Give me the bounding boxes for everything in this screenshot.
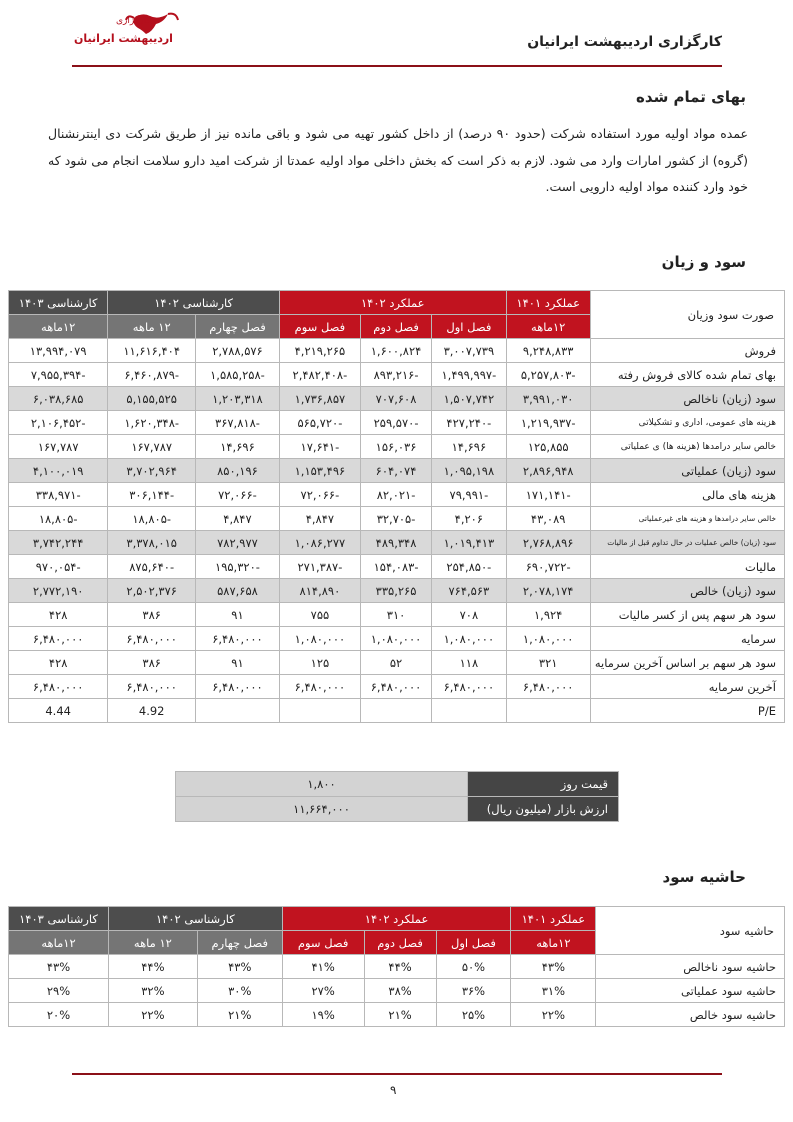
header-divider <box>72 65 722 67</box>
table-cell: ۱۶۷,۷۸۷ <box>9 435 108 459</box>
table-row <box>9 411 785 435</box>
table-row <box>9 1003 785 1027</box>
table-cell: -۷۲,۰۶۶ <box>279 483 360 507</box>
table-cell: ۹۱ <box>196 603 280 627</box>
table-cell: ۴۳% <box>197 955 282 979</box>
row-label: حاشیه سود عملیاتی <box>596 979 785 1003</box>
table-cell: ۶,۴۸۰,۰۰۰ <box>432 675 506 699</box>
row-label: خالص سایر درامدها و هزینه های غیرعملیاتی <box>590 507 784 531</box>
table-cell: ۷۶۴,۵۶۳ <box>432 579 506 603</box>
logo-text-top: کارگزاری <box>116 16 151 26</box>
sub-header: فصل دوم <box>364 931 436 955</box>
table-cell: ۱,۰۸۰,۰۰۰ <box>279 627 360 651</box>
table-cell: -۱۹۵,۳۲۰ <box>196 555 280 579</box>
table-cell: ۳۲۱ <box>506 651 590 675</box>
table-cell: -۲۵۹,۵۷۰ <box>360 411 431 435</box>
table-cell: ۶,۴۸۰,۰۰۰ <box>108 675 196 699</box>
table-cell: ۲۷% <box>282 979 364 1003</box>
group-header: کارشناسی ۱۴۰۲ <box>108 907 282 931</box>
table-cell: ۴۲۸ <box>9 651 108 675</box>
table-cell: ۲۲% <box>108 1003 197 1027</box>
group-header: عملکرد ۱۴۰۱ <box>511 907 596 931</box>
table-cell: ۳۸۶ <box>108 603 196 627</box>
table-cell: ۹,۲۴۸,۸۳۳ <box>506 339 590 363</box>
table-cell <box>196 699 280 723</box>
row-label: هزینه های مالی <box>590 483 784 507</box>
table-cell: ۳۸% <box>364 979 436 1003</box>
group-header: کارشناسی ۱۴۰۳ <box>9 291 108 315</box>
table-row <box>9 435 785 459</box>
table-cell: 4.92 <box>108 699 196 723</box>
table-cell: -۳۲,۷۰۵ <box>360 507 431 531</box>
table-cell: -۹۷۰,۰۵۴ <box>9 555 108 579</box>
table-cell: -۲۷۱,۳۸۷ <box>279 555 360 579</box>
table-corner-label: صورت سود وزیان <box>590 291 784 339</box>
table-cell: ۶,۴۸۰,۰۰۰ <box>196 627 280 651</box>
table-cell: ۶,۴۸۰,۰۰۰ <box>9 627 108 651</box>
table-cell: ۱۲۵ <box>279 651 360 675</box>
table-cell: ۲,۰۷۸,۱۷۴ <box>506 579 590 603</box>
table-cell: ۲,۵۰۲,۳۷۶ <box>108 579 196 603</box>
table-cell: ۹۱ <box>196 651 280 675</box>
table-row <box>9 387 785 411</box>
table-row <box>9 979 785 1003</box>
table-row <box>9 699 785 723</box>
table-cell: ۳۱۰ <box>360 603 431 627</box>
row-label: هزینه های عمومی، اداری و تشکیلاتی <box>590 411 784 435</box>
sub-header: ۱۲ماهه <box>9 931 109 955</box>
table-cell: ۴,۲۰۶ <box>432 507 506 531</box>
table-cell: ۴۳,۰۸۹ <box>506 507 590 531</box>
row-label: سود (زیان) خالص <box>590 579 784 603</box>
table-cell: ۷۸۲,۹۷۷ <box>196 531 280 555</box>
table-cell <box>506 699 590 723</box>
table-cell: ۸۵۰,۱۹۶ <box>196 459 280 483</box>
table-cell: ۶۰۴,۰۷۴ <box>360 459 431 483</box>
table-cell: -۵۶۵,۷۲۰ <box>279 411 360 435</box>
table-cell: ۶,۴۸۰,۰۰۰ <box>360 675 431 699</box>
table-cell: ۲,۷۸۸,۵۷۶ <box>196 339 280 363</box>
table-cell: 4.44 <box>9 699 108 723</box>
sub-header: فصل سوم <box>282 931 364 955</box>
table-cell: ۱۴,۶۹۶ <box>432 435 506 459</box>
row-label: مالیات <box>590 555 784 579</box>
table-row <box>176 797 619 822</box>
table-cell: ۳,۳۷۸,۰۱۵ <box>108 531 196 555</box>
table-cell: ۴,۸۴۷ <box>279 507 360 531</box>
sub-header: فصل چهارم <box>197 931 282 955</box>
table-cell: ۲۱% <box>364 1003 436 1027</box>
table-cell: -۳۳۸,۹۷۱ <box>9 483 108 507</box>
table-cell: ۴,۲۱۹,۲۶۵ <box>279 339 360 363</box>
table-cell: -۲,۴۸۲,۴۰۸ <box>279 363 360 387</box>
table-cell: ۶,۰۳۸,۶۸۵ <box>9 387 108 411</box>
table-cell: ۴,۸۴۷ <box>196 507 280 531</box>
table-cell: ۲,۷۷۲,۱۹۰ <box>9 579 108 603</box>
row-label: سود (زیان) خالص عملیات در حال تداوم قبل از مالیات <box>590 531 784 555</box>
table-cell: ۶,۴۸۰,۰۰۰ <box>9 675 108 699</box>
table-cell: ۲,۷۶۸,۸۹۶ <box>506 531 590 555</box>
table-cell: -۳۶۷,۸۱۸ <box>196 411 280 435</box>
table-cell: -۱,۶۲۰,۳۴۸ <box>108 411 196 435</box>
profit-margin-body <box>9 955 785 1027</box>
income-statement-body <box>9 339 785 723</box>
table-cell: ۱۹% <box>282 1003 364 1027</box>
table-row <box>9 363 785 387</box>
table-cell: ۲۰% <box>9 1003 109 1027</box>
market-value-label: ارزش بازار (میلیون ریال) <box>468 797 619 822</box>
market-price-table <box>175 771 619 822</box>
table-cell: ۱,۰۹۵,۱۹۸ <box>432 459 506 483</box>
row-label: بهای تمام شده کالای فروش رفته <box>590 363 784 387</box>
sub-header: ۱۲ ماهه <box>108 315 196 339</box>
table-cell: ۵۸۷,۶۵۸ <box>196 579 280 603</box>
table-cell: ۲۵% <box>436 1003 511 1027</box>
table-cell: ۱,۹۲۴ <box>506 603 590 627</box>
table-cell: ۱,۰۱۹,۴۱۳ <box>432 531 506 555</box>
table-cell: ۱۶۷,۷۸۷ <box>108 435 196 459</box>
table-cell: ۵۰% <box>436 955 511 979</box>
table-cell: ۱۲۵,۸۵۵ <box>506 435 590 459</box>
sub-header: ۱۲ماهه <box>506 315 590 339</box>
table-cell: ۴۲۸ <box>9 603 108 627</box>
table-row <box>9 955 785 979</box>
sub-header: فصل چهارم <box>196 315 280 339</box>
sub-header: ۱۲ماهه <box>511 931 596 955</box>
profit-margin-table <box>8 906 785 1027</box>
cost-section-title: بهای تمام شده <box>636 88 746 106</box>
sub-header: فصل اول <box>436 931 511 955</box>
table-row <box>9 603 785 627</box>
table-cell: -۶,۴۶۰,۸۷۹ <box>108 363 196 387</box>
group-header: عملکرد ۱۴۰۱ <box>506 291 590 315</box>
table-cell: ۱,۲۰۳,۳۱۸ <box>196 387 280 411</box>
table-cell: -۱۵۴,۰۸۳ <box>360 555 431 579</box>
table-cell: ۳۸۶ <box>108 651 196 675</box>
table-cell <box>279 699 360 723</box>
table-cell: ۲,۸۹۶,۹۴۸ <box>506 459 590 483</box>
table-cell: ۱۳,۹۹۴,۰۷۹ <box>9 339 108 363</box>
table-cell: ۴۴% <box>364 955 436 979</box>
page-number: ۹ <box>390 1083 397 1097</box>
table-cell: ۳۳۵,۲۶۵ <box>360 579 431 603</box>
table-row <box>9 627 785 651</box>
table-row <box>9 675 785 699</box>
table-row <box>9 651 785 675</box>
table-row <box>9 339 785 363</box>
pl-section-title: سود و زیان <box>661 253 746 271</box>
table-cell: ۳۰% <box>197 979 282 1003</box>
table-cell: ۳,۹۹۱,۰۳۰ <box>506 387 590 411</box>
table-cell: ۴۱% <box>282 955 364 979</box>
header-title: کارگزاری اردیبهشت ایرانیان <box>527 34 722 50</box>
table-cell: ۶,۴۸۰,۰۰۰ <box>506 675 590 699</box>
group-header: عملکرد ۱۴۰۲ <box>279 291 506 315</box>
table-cell: ۱۴,۶۹۶ <box>196 435 280 459</box>
row-label: سود (زیان) عملیاتی <box>590 459 784 483</box>
table-cell <box>432 699 506 723</box>
table-row <box>9 507 785 531</box>
sub-header: فصل سوم <box>279 315 360 339</box>
table-cell: ۲۲% <box>511 1003 596 1027</box>
table-row <box>9 579 785 603</box>
table-cell: ۱,۰۸۶,۲۷۷ <box>279 531 360 555</box>
row-label: P/E <box>590 699 784 723</box>
table-cell: ۴۳% <box>511 955 596 979</box>
table-cell: -۱۸,۸۰۵ <box>9 507 108 531</box>
table-cell: ۳,۰۰۷,۷۳۹ <box>432 339 506 363</box>
table-cell: -۸۷۵,۶۴۰ <box>108 555 196 579</box>
table-cell: -۷,۹۵۵,۳۹۴ <box>9 363 108 387</box>
row-label: حاشیه سود خالص <box>596 1003 785 1027</box>
sub-header: ۱۲ماهه <box>9 315 108 339</box>
table-row <box>9 531 785 555</box>
table-row <box>176 772 619 797</box>
market-value-value: ۱۱,۶۶۴,۰۰۰ <box>176 797 468 822</box>
table-cell: ۶,۴۸۰,۰۰۰ <box>196 675 280 699</box>
table-cell: -۱,۴۹۹,۹۹۷ <box>432 363 506 387</box>
row-label: خالص سایر درامدها (هزینه ها) ی عملیاتی <box>590 435 784 459</box>
table-cell: ۴,۱۰۰,۰۱۹ <box>9 459 108 483</box>
table-cell: ۲۹% <box>9 979 109 1003</box>
cost-paragraph: عمده مواد اولیه مورد استفاده شرکت (حدود ۹۰ درصد) از داخل کشور تهیه می شود و باقی مانده نیز از طریق شرکت دی اینترنشنال (گروه) از کشور امارات وارد می شود. لازم به ذکر است که بخش داخلی مواد اولیه عمدتا از شرکت امید دارو سلامت انجام می شود که خود وارد کننده مواد اولیه دارویی است. <box>48 126 748 194</box>
sub-header: فصل دوم <box>360 315 431 339</box>
table-cell: ۸۱۴,۸۹۰ <box>279 579 360 603</box>
table-cell: -۱۷۱,۱۴۱ <box>506 483 590 507</box>
group-header: کارشناسی ۱۴۰۳ <box>9 907 109 931</box>
table-row <box>9 555 785 579</box>
row-label: فروش <box>590 339 784 363</box>
table-cell: -۲,۱۰۶,۴۵۲ <box>9 411 108 435</box>
group-header: کارشناسی ۱۴۰۲ <box>108 291 280 315</box>
price-label: قیمت روز <box>468 772 619 797</box>
table-cell: ۱,۰۸۰,۰۰۰ <box>506 627 590 651</box>
table-cell: ۳,۷۰۲,۹۶۴ <box>108 459 196 483</box>
table-cell: ۱,۱۵۳,۴۹۶ <box>279 459 360 483</box>
table-cell: -۸۹۳,۲۱۶ <box>360 363 431 387</box>
table-cell: -۱۸,۸۰۵ <box>108 507 196 531</box>
page-header <box>72 10 722 65</box>
table-cell: -۱۷,۶۴۱ <box>279 435 360 459</box>
row-label: سود هر سهم بر اساس آخرین سرمایه <box>590 651 784 675</box>
price-value: ۱,۸۰۰ <box>176 772 468 797</box>
table-cell: ۲۱% <box>197 1003 282 1027</box>
row-label: سرمایه <box>590 627 784 651</box>
table-cell: -۷۹,۹۹۱ <box>432 483 506 507</box>
table-cell: ۱,۰۸۰,۰۰۰ <box>432 627 506 651</box>
table-cell: ۱,۷۳۶,۸۵۷ <box>279 387 360 411</box>
table-cell: ۱,۶۰۰,۸۲۴ <box>360 339 431 363</box>
table-cell: -۵,۲۵۷,۸۰۳ <box>506 363 590 387</box>
logo-text-bottom: اردیبهشت ایرانیان <box>74 32 173 45</box>
table-cell: ۳۱% <box>511 979 596 1003</box>
group-header: عملکرد ۱۴۰۲ <box>282 907 511 931</box>
table-cell: ۳۶% <box>436 979 511 1003</box>
table-cell: ۱,۵۰۷,۷۴۲ <box>432 387 506 411</box>
sub-header: فصل اول <box>432 315 506 339</box>
table-cell: -۱,۵۸۵,۲۵۸ <box>196 363 280 387</box>
table-cell: ۶,۴۸۰,۰۰۰ <box>108 627 196 651</box>
table-cell: -۱,۲۱۹,۹۳۷ <box>506 411 590 435</box>
table-cell: ۷۵۵ <box>279 603 360 627</box>
table-cell: -۶۹۰,۷۲۲ <box>506 555 590 579</box>
brand-logo <box>72 10 182 60</box>
table-cell: ۳,۷۴۲,۲۴۴ <box>9 531 108 555</box>
table-cell: ۵,۱۵۵,۵۲۵ <box>108 387 196 411</box>
row-label: آخرین سرمایه <box>590 675 784 699</box>
table-cell: ۷۰۸ <box>432 603 506 627</box>
income-statement-table <box>8 290 785 723</box>
table-cell: ۱,۰۸۰,۰۰۰ <box>360 627 431 651</box>
sub-header: ۱۲ ماهه <box>108 931 197 955</box>
table-cell: ۳۲% <box>108 979 197 1003</box>
table-cell: ۱۱,۶۱۶,۴۰۴ <box>108 339 196 363</box>
table-cell: -۲۵۴,۸۵۰ <box>432 555 506 579</box>
row-label: حاشیه سود ناخالص <box>596 955 785 979</box>
row-label: سود (زیان) ناخالص <box>590 387 784 411</box>
table-cell: -۷۲,۰۶۶ <box>196 483 280 507</box>
table-cell: -۸۲,۰۲۱ <box>360 483 431 507</box>
table-cell: ۱۵۶,۰۳۶ <box>360 435 431 459</box>
table-cell: -۳۰۶,۱۴۴ <box>108 483 196 507</box>
table-cell: ۴۴% <box>108 955 197 979</box>
table-row <box>9 459 785 483</box>
table-cell: ۱۱۸ <box>432 651 506 675</box>
table-cell: ۵۲ <box>360 651 431 675</box>
table-cell: ۴۸۹,۳۴۸ <box>360 531 431 555</box>
table-cell <box>360 699 431 723</box>
margin-section-title: حاشیه سود <box>662 868 746 886</box>
footer-divider <box>72 1073 722 1075</box>
table-cell: ۶,۴۸۰,۰۰۰ <box>279 675 360 699</box>
row-label: سود هر سهم پس از کسر مالیات <box>590 603 784 627</box>
table-cell: ۴۳% <box>9 955 109 979</box>
table-cell: ۷۰۷,۶۰۸ <box>360 387 431 411</box>
table-cell: -۴۲۷,۲۴۰ <box>432 411 506 435</box>
table-row <box>9 483 785 507</box>
table-corner-label: حاشیه سود <box>596 907 785 955</box>
